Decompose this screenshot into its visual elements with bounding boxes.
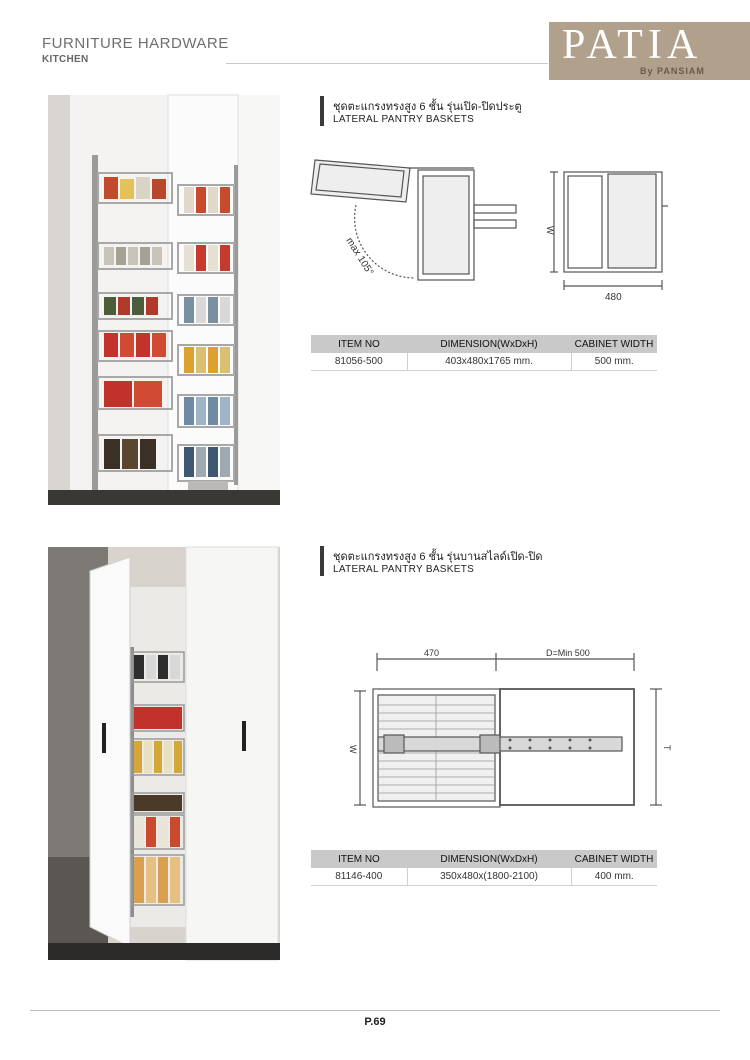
footer-divider <box>30 1010 720 1011</box>
cell-cabinet-width: 500 mm. <box>571 353 657 371</box>
cell-item-no: 81146-400 <box>311 868 407 886</box>
product-name-english: LATERAL PANTRY BASKETS <box>333 564 475 575</box>
cell-dimension: 403x480x1765 mm. <box>407 353 571 371</box>
product-name-thai: ชุดตะแกรงทรงสูง 6 ชั้น รุ่นเปิด-ปิดประตู <box>333 101 522 113</box>
depth-dimension-label: 480 <box>605 292 622 303</box>
brand-logo-byline: By PANSIAM <box>640 66 705 76</box>
basket-length-label: 470 <box>424 648 440 658</box>
title-accent-bar <box>320 96 324 126</box>
width-dimension-label: W <box>545 226 555 235</box>
spec-table <box>311 335 657 371</box>
product-name-thai: ชุดตะแกรงทรงสูง 6 ชั้น รุ่นบานสไลด์เปิด-ปิด <box>333 551 543 563</box>
header-cabinet-width: CABINET WIDTH <box>571 335 657 353</box>
section-subtitle: KITCHEN <box>42 54 89 65</box>
header-cabinet-width: CABINET WIDTH <box>571 850 657 868</box>
section-title: FURNITURE HARDWARE <box>42 35 229 52</box>
pantry-cabinet-illustration <box>48 95 280 505</box>
product-photo-door-mounted <box>48 95 280 505</box>
header-item-no: ITEM NO <box>311 850 407 868</box>
spec-table <box>311 850 657 886</box>
header-divider <box>226 63 548 64</box>
table-row <box>311 353 657 371</box>
product-name-english: LATERAL PANTRY BASKETS <box>333 114 475 125</box>
cell-cabinet-width: 400 mm. <box>571 868 657 886</box>
spec-table-header-row <box>311 850 657 868</box>
title-accent-bar <box>320 546 324 576</box>
cabinet-depth-label: D=Min 500 <box>546 648 590 658</box>
table-row <box>311 868 657 886</box>
technical-drawing-slide-out <box>340 645 670 815</box>
brand-logo-text: PATIA <box>562 22 703 68</box>
header-dimension: DIMENSION(WxDxH) <box>407 850 571 868</box>
technical-drawing-door-opening <box>310 150 680 310</box>
cell-item-no: 81056-500 <box>311 353 407 371</box>
header-item-no: ITEM NO <box>311 335 407 353</box>
header-dimension: DIMENSION(WxDxH) <box>407 335 571 353</box>
cell-dimension: 350x480x(1800-2100) <box>407 868 571 886</box>
thickness-dimension-label: T <box>662 745 672 751</box>
width-dimension-label: W <box>348 745 358 754</box>
product-photo-sliding-door <box>48 547 280 960</box>
spec-table-header-row <box>311 335 657 353</box>
page-number: P.69 <box>364 1016 386 1028</box>
opening-angle-label: max 105° <box>343 235 376 278</box>
pantry-cabinet-illustration <box>48 547 280 960</box>
